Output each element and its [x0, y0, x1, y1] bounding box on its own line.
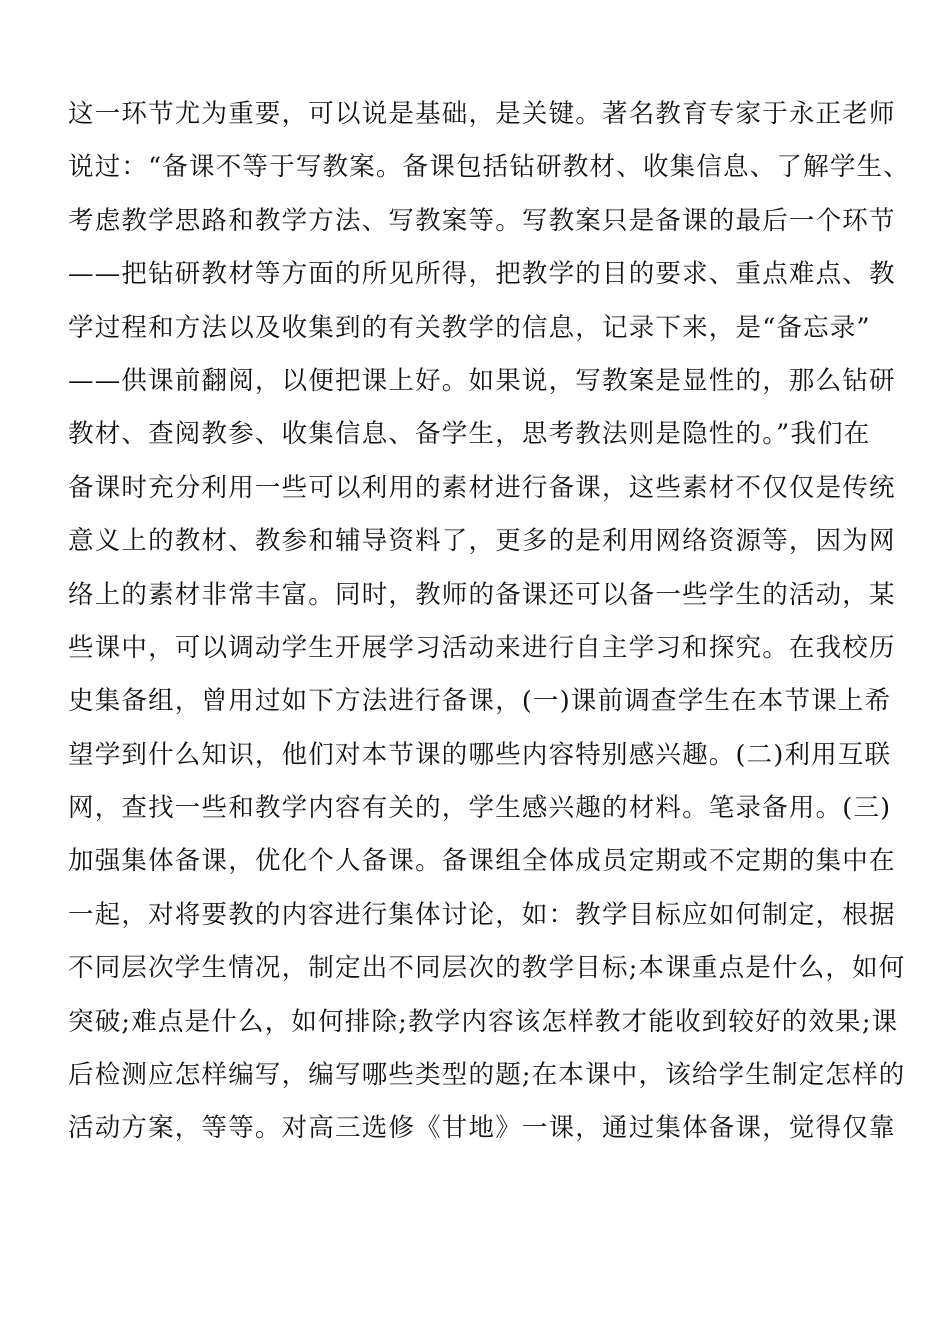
- text-line: 些课中，可以调动学生开展学习活动来进行自主学习和探究。在我校历: [68, 632, 896, 663]
- text-line: 学过程和方法以及收集到的有关教学的信息，记录下来，是“备忘录”: [68, 312, 871, 343]
- text-line: 不同层次学生情况，制定出不同层次的教学目标;本课重点是什么，如何: [68, 953, 906, 984]
- text-line: 一起，对将要教的内容进行集体讨论，如：教学目标应如何制定，根据: [68, 899, 896, 930]
- text-line: 教材、查阅教参、收集信息、备学生，思考教法则是隐性的。”我们在: [68, 419, 871, 450]
- text-line: 加强集体备课，优化个人备课。备课组全体成员定期或不定期的集中在: [68, 846, 896, 877]
- text-line: ——把钻研教材等方面的所见所得，把教学的目的要求、重点难点、教: [68, 259, 896, 290]
- body-paragraph: [68, 88, 928, 1156]
- text-line: 突破;难点是什么，如何排除;教学内容该怎样教才能收到较好的效果;课: [68, 1006, 899, 1037]
- text-line: 网，查找一些和教学内容有关的，学生感兴趣的材料。笔录备用。(三): [68, 793, 892, 824]
- text-line: 望学到什么知识，他们对本节课的哪些内容特别感兴趣。(二)利用互联: [68, 739, 892, 770]
- text-line: 史集备组，曾用过如下方法进行备课，(一)课前调查学生在本节课上希: [68, 686, 892, 717]
- text-line: 备课时充分利用一些可以利用的素材进行备课，这些素材不仅仅是传统: [68, 472, 896, 503]
- text-line: 活动方案，等等。对高三选修《甘地》一课，通过集体备课，觉得仅靠: [68, 1113, 896, 1144]
- text-line: 这一环节尤为重要，可以说是基础，是关键。著名教育专家于永正老师: [68, 99, 896, 129]
- text-line: 络上的素材非常丰富。同时，教师的备课还可以备一些学生的活动，某: [68, 579, 896, 610]
- text-line: 后检测应怎样编写，编写哪些类型的题;在本课中，该给学生制定怎样的: [68, 1060, 906, 1091]
- text-line: ——供课前翻阅，以便把课上好。如果说，写教案是显性的，那么钻研: [68, 365, 896, 396]
- text-line: 说过：“备课不等于写教案。备课包括钻研教材、收集信息、了解学生、: [68, 152, 910, 183]
- text-line: 考虑教学思路和教学方法、写教案等。写教案只是备课的最后一个环节: [68, 205, 896, 236]
- text-line: 意义上的教材、教参和辅导资料了，更多的是利用网络资源等，因为网: [68, 526, 896, 557]
